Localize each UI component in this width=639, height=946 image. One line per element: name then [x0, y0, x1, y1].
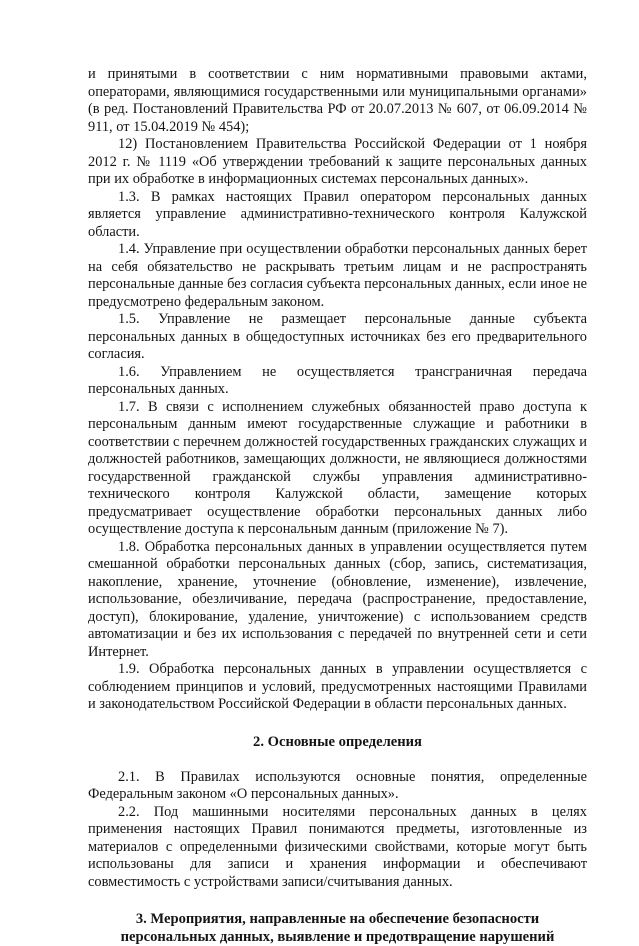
section-2-heading: 2. Основные определения [253, 733, 422, 750]
paragraph-1-7: 1.7. В связи с исполнением служебных обязанностей право доступа к персональным данным имеют государственные служащие и работники в соответствии с перечнем должностей государственных гражданских служащих и должностей работников, замещающих должности, не являющиеся должностями государственной гражданской службы управления административно-технического контроля Калужской области, замещение которых предусматривает осуществление обработки персональных данных либо осуществление доступа к персональным данным (приложение № 7). [88, 398, 587, 537]
paragraph-1-5: 1.5. Управление не размещает персональные данные субъекта персональных данных в общедоступных источниках без его предварительного согласия. [88, 311, 587, 362]
paragraph-1-6: 1.6. Управлением не осуществляется трансграничная передача персональных данных. [88, 363, 587, 397]
paragraph-2-2: 2.2. Под машинными носителями персональных данных в целях применения настоящих Правил понимаются предметы, изготовленные из материалов с определенными физическими свойствами, которые могут быть использованы для записи и хранения информации и обеспечивают совместимость с устройствами записи/считывания данных. [88, 803, 587, 890]
paragraph-continuation: и принятыми в соответствии с ним нормативными правовыми актами, операторами, являющимися государственными или муниципальными органами» (в ред. Постановлений Правительства РФ от 20.07.2013 № 607, от 06.09.2014 № 911, от 15.04.2019 № 454); [88, 66, 587, 135]
paragraph-1-4: 1.4. Управление при осуществлении обработки персональных данных берет на себя обязательство не раскрывать третьим лицам и не распространять персональные данные без согласия субъекта персональных данных, если иное не предусмотрено федеральным законом. [88, 241, 587, 310]
paragraph-1-8: 1.8. Обработка персональных данных в управлении осуществляется путем смешанной обработки персональных данных (сбор, запись, систематизация, накопление, хранение, уточнение (обновление, изменение), извлечение, использование, обезличивание, передача (распространение, предоставление, доступ), блокирование, удаление, уничтожение) с использованием средств автоматизации и без их использования с передачей по внутренней сети и сети Интернет. [88, 538, 587, 660]
paragraph-2-1: 2.1. В Правилах используются основные понятия, определенные Федеральным законом «О персональных данных». [88, 768, 587, 802]
section-3-heading-line-2: персональных данных, выявление и предотвращение нарушений [120, 929, 555, 945]
paragraph-1-3: 1.3. В рамках настоящих Правил оператором персональных данных является управление административно-технического контроля Калужской области. [88, 188, 587, 240]
paragraph-item-12: 12) Постановлением Правительства Российской Федерации от 1 ноября 2012 г. № 1119 «Об утверждении требований к защите персональных данных при их обработке в информационных системах персональных данных». [88, 136, 587, 187]
paragraph-1-9: 1.9. Обработка персональных данных в управлении осуществляется с соблюдением принципов и условий, предусмотренных настоящими Правилами и законодательством Российской Федерации в области персональных данных. [88, 661, 587, 712]
section-3-heading [88, 910, 587, 946]
section-3-heading-line-1: 3. Мероприятия, направленные на обеспечение безопасности [135, 911, 540, 927]
